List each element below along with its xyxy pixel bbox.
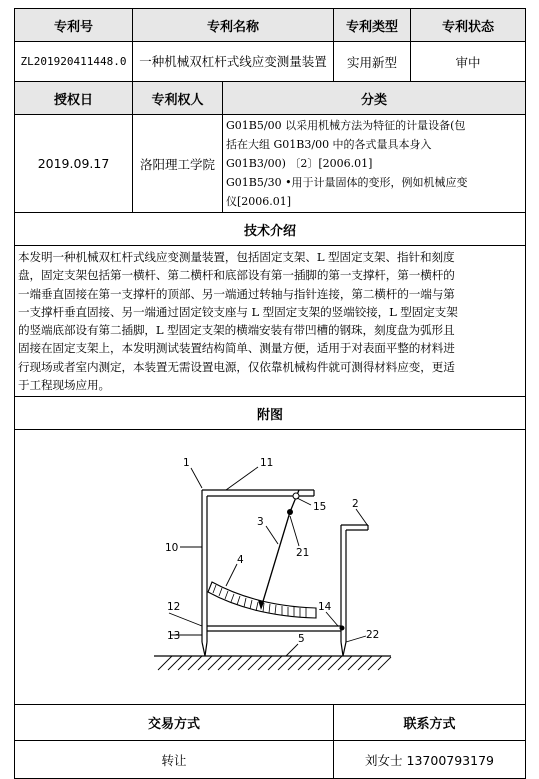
tech-intro-line: 行现场或者室内测定，本装置无需设置电源，仅依靠机械构件就可测得材料应变，更适 (18, 359, 455, 374)
classification-header: 分类 (223, 82, 526, 115)
label-10: 10 (164, 542, 178, 555)
patent-row (15, 42, 526, 82)
leader-lines (166, 467, 368, 656)
holder-header: 专利权人 (133, 82, 223, 115)
patent-sheet (14, 8, 525, 779)
patent-type-header: 专利类型 (334, 9, 411, 42)
tech-intro-title-row (15, 213, 526, 246)
label-21: 21 (295, 547, 309, 560)
classification-line: 仪[2006.01] (226, 195, 292, 208)
tech-intro-line: 本发明一种机械双杠杆式线应变测量装置，包括固定支架、L 型固定支架、指针和刻度 (18, 250, 455, 264)
figure-row (15, 430, 526, 705)
tech-intro-line: 的竖端底部设有第二插脚，L 型固定支架的横端安装有带凹槽的钢珠，刻度盘为弧形且 (18, 323, 455, 338)
trade-method-header: 交易方式 (15, 705, 334, 741)
label-4: 4 (236, 554, 244, 567)
patent-status-header: 专利状态 (411, 9, 526, 42)
grant-date: 2019.09.17 (15, 115, 133, 213)
patent-type: 实用新型 (334, 42, 411, 82)
tech-intro-line: 一端垂直固接在第一支撑杆的顶部、另一端通过转轴与指针连接，第二横杆的一端与第 (18, 286, 455, 301)
tech-intro-line: 盘，固定支架包括第一横杆、第二横杆和底部设有第一插脚的第一支撑杆，第一横杆的 (18, 268, 455, 283)
classification-text (223, 115, 526, 213)
label-2: 2 (351, 498, 359, 511)
patent-number: ZL201920411448.0 (15, 42, 133, 82)
label-5: 5 (297, 633, 305, 646)
classification-line: G01B5/30 •用于计量固体的变形，例如机械应变 (226, 176, 468, 189)
tech-intro-text (15, 246, 526, 397)
patent-status: 审中 (411, 42, 526, 82)
dial-plate (208, 582, 316, 618)
patent-name-header: 专利名称 (133, 9, 334, 42)
header-row-1 (15, 9, 526, 42)
label-3: 3 (256, 516, 264, 529)
trade-method: 转让 (15, 741, 334, 779)
label-22: 22 (365, 629, 379, 642)
grant-date-header: 授权日 (15, 82, 133, 115)
patent-name: 一种机械双杠杆式线应变测量装置 (133, 42, 334, 82)
label-15: 15 (312, 501, 326, 514)
contact-header: 联系方式 (334, 705, 526, 741)
hinge-support (339, 626, 344, 631)
patent-no-header: 专利号 (15, 9, 133, 42)
label-12: 12 (166, 601, 180, 614)
tech-intro-title: 技术介绍 (15, 213, 526, 246)
classification-line: G01B5/00 以采用机械方法为特征的计量设备(包 (226, 119, 466, 132)
patent-table (14, 8, 526, 779)
label-13: 13 (166, 630, 180, 643)
tech-intro-line: 一支撑杆垂直固接、另一端通过固定铰支座与 L 型固定支架的竖端铰接，L 型固定支架 (18, 304, 458, 319)
figure-labels (165, 457, 379, 645)
contact-info: 刘女士 13700793179 (334, 741, 526, 779)
grant-row (15, 115, 526, 213)
tech-intro-row (15, 246, 526, 397)
patent-drawing (16, 430, 525, 700)
tech-intro-line: 于工程现场应用。 (18, 378, 110, 393)
pointer (258, 490, 299, 610)
figure-title: 附图 (15, 397, 526, 430)
classification-line: 括在大组 G01B3/00 中的各式量具本身入 (226, 138, 432, 151)
trade-header-row (15, 705, 526, 741)
label-1: 1 (182, 457, 190, 470)
header-row-2 (15, 82, 526, 115)
tech-intro-line: 固接在固定支架上，本发明测试装置结构简单、测量方便，适用于对表面平整的材料进 (18, 341, 455, 356)
classification-line: G01B3/00) 〔2〕[2006.01] (226, 157, 373, 170)
ground-surface (154, 656, 391, 670)
figure-cell (15, 430, 526, 705)
label-11: 11 (259, 457, 273, 470)
patent-holder: 洛阳理工学院 (133, 115, 223, 213)
figure-title-row (15, 397, 526, 430)
label-14: 14 (317, 601, 331, 614)
